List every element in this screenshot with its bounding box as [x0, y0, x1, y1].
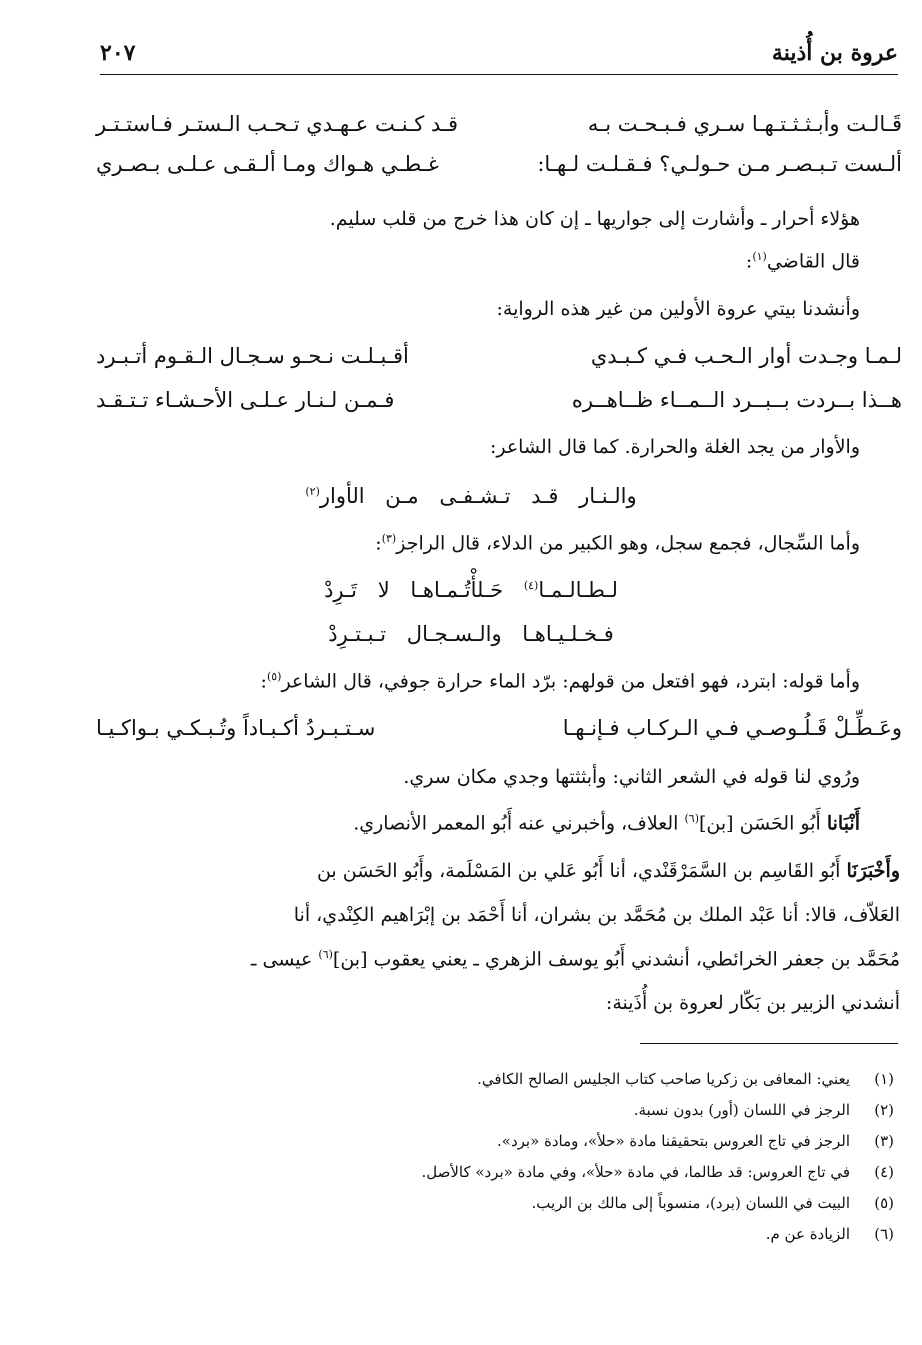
prose-text: العلاف، وأخبرني عنه أَبُو المعمر الأنصاري.	[353, 812, 685, 835]
prose-text: :	[745, 250, 753, 273]
prose-line	[96, 766, 860, 800]
footnote-text: في تاج العروس: قد طالما، في مادة «حلأ»، وفي مادة «برد» كالأصل.	[421, 1163, 850, 1181]
rajaz-text: لـطـالـمـا	[538, 578, 618, 602]
footnote-number: (٤)	[874, 1163, 894, 1181]
verse-line	[96, 152, 902, 186]
prose-text: :	[375, 532, 382, 555]
rajaz-line	[200, 484, 742, 518]
rajaz-text: فـخـلـيـاهـا والـسـجـال تـبـتـرِدْ	[328, 622, 614, 646]
footnote	[96, 1101, 894, 1127]
footnote-number: (١)	[874, 1070, 894, 1088]
prose-text: قال القاضي	[766, 250, 860, 273]
footnote-ref: (٢)	[305, 485, 320, 498]
prose-text: وأما السِّجال، فجمع سجل، وهو الكبير من الدلاء، قال الراجز	[396, 532, 860, 555]
verse-line	[96, 344, 902, 378]
prose-line	[96, 250, 860, 284]
prose-text: أَبُو القَاسِم بن السَّمَرْقَنْدي، أنا أَبُو عَلي بن المَسْلَمة، وأَبُو الحَسَن بن	[316, 860, 847, 882]
prose-text: والأوار من يجد الغلة والحرارة. كما قال الشاعر:	[489, 436, 860, 458]
footnote-ref: (٦)	[318, 948, 333, 961]
isnad-keyword: وأَخْبَرَنَا	[846, 860, 900, 882]
prose-line	[96, 948, 900, 982]
footnote	[96, 1194, 894, 1220]
verse-line	[96, 716, 902, 750]
prose-line	[96, 436, 860, 470]
verse-second-hemistich: فـمـن لـنـار عـلـى الأحـشـاء تـتـقـد	[96, 388, 395, 412]
prose-text: العَلاّف، قالا: أنا عَبْد الملك بن مُحَمَّد بن بشران، أنا أَحْمَد بن إبْرَاهيم الكِنْدي، أنا	[293, 904, 900, 926]
prose-text: مُحَمَّد بن جعفر الخرائطي، أنشدني أَبُو يوسف الزهري ـ يعني يعقوب [بن]	[332, 948, 900, 971]
footnote-text: يعني: المعافى بن زكريا صاحب كتاب الجليس الصالح الكافي.	[477, 1070, 850, 1088]
prose-text: أَبُو الحَسَن [بن]	[699, 812, 827, 835]
prose-line	[96, 532, 860, 566]
running-title: عروة بن أُذينة	[771, 40, 898, 66]
prose-line	[96, 670, 860, 704]
footnote-ref: (٤)	[523, 579, 539, 592]
rajaz-line	[200, 622, 742, 656]
footnote-text: البيت في اللسان (برد)، منسوباً إلى مالك بن الريب.	[531, 1194, 850, 1212]
rajaz-text: والـنـار قـد تـشـفـى مـن الأوار	[319, 484, 637, 508]
verse-first-hemistich: ألـست تـبـصـر مـن حـولـي؟ فـقـلـت لـهـا:	[537, 152, 902, 176]
verse-second-hemistich: أقـبـلـت نـحـو سـجـال الـقـوم أتـبـرد	[96, 344, 409, 368]
footnote-ref: (٦)	[684, 812, 699, 825]
header-rule	[100, 74, 898, 75]
prose-line	[96, 298, 860, 332]
verse-second-hemistich: غـطـي هـواك ومـا ألـقـى عـلـى بـصـري	[96, 152, 439, 176]
verse-first-hemistich: وعَـطِّـلْ قَـلُـوصـي فـي الـركـاب فـإنـهـا	[562, 716, 902, 740]
verse-line	[96, 112, 902, 146]
page-header	[100, 40, 898, 74]
verse-line	[96, 388, 902, 422]
footnote-number: (٦)	[874, 1225, 894, 1243]
verse-first-hemistich: لـمـا وجـدت أوار الـحـب فـي كـبـدي	[590, 344, 902, 368]
prose-line	[96, 860, 900, 894]
verse-first-hemistich: هــذا بــردت بــبــرد الــمــاء ظــاهــره	[571, 388, 902, 412]
footnote	[96, 1132, 894, 1158]
footnote-ref: (١)	[752, 250, 767, 263]
prose-text: عيسى ـ	[250, 948, 319, 971]
prose-line	[96, 208, 860, 242]
prose-text: وأنشدنا بيتي عروة الأولين من غير هذه الرواية:	[496, 298, 860, 320]
prose-text: :	[260, 670, 267, 693]
footnote-text: الزيادة عن م.	[765, 1225, 850, 1243]
prose-line	[96, 812, 860, 846]
prose-text: ورُوي لنا قوله في الشعر الثاني: وأبثثتها وجدي مكان سري.	[403, 766, 860, 788]
footnote	[96, 1070, 894, 1096]
page-number: ٢٠٧	[100, 40, 136, 66]
footnote-text: الرجز في تاج العروس بتحقيقنا مادة «حلأ»، ومادة «برد».	[497, 1132, 850, 1150]
prose-text: أنشدني الزبير بن بَكّار لعروة بن أُذَينة:	[605, 992, 900, 1014]
footnote-ref: (٥)	[266, 670, 282, 683]
verse-second-hemistich: قـد كـنـت عـهـدي تـحـب الـستـر فـاستـتـر	[96, 112, 459, 136]
footnote-number: (٥)	[874, 1194, 894, 1212]
footnote-number: (٣)	[874, 1132, 894, 1150]
footnote	[96, 1225, 894, 1251]
rajaz-text: حَـلأْتُـمـاهـا لا تَـرِدْ	[324, 578, 524, 602]
isnad-keyword: أَنْبَانا	[826, 812, 860, 835]
prose-text: هؤلاء أحرار ـ وأشارت إلى جواريها ـ إن كان هذا خرج من قلب سليم.	[329, 208, 860, 230]
footnote-text: الرجز في اللسان (أور) بدون نسبة.	[633, 1101, 850, 1119]
footnote-rule	[640, 1043, 898, 1044]
rajaz-line	[200, 578, 742, 612]
footnote-ref: (٣)	[381, 532, 397, 545]
prose-line	[96, 904, 900, 938]
verse-second-hemistich: سـتـبـردُ أكـبـاداً وتُـبـكـي بـواكـيـا	[96, 716, 376, 740]
prose-text: وأما قوله: ابترد، فهو افتعل من قولهم: برّد الماء حرارة جوفي، قال الشاعر	[281, 670, 860, 693]
prose-line	[96, 992, 900, 1026]
verse-first-hemistich: قَـالـت وأبـثـثـتـهـا سـري فـبـحـت بـه	[587, 112, 902, 136]
footnote	[96, 1163, 894, 1189]
footnote-number: (٢)	[874, 1101, 894, 1119]
